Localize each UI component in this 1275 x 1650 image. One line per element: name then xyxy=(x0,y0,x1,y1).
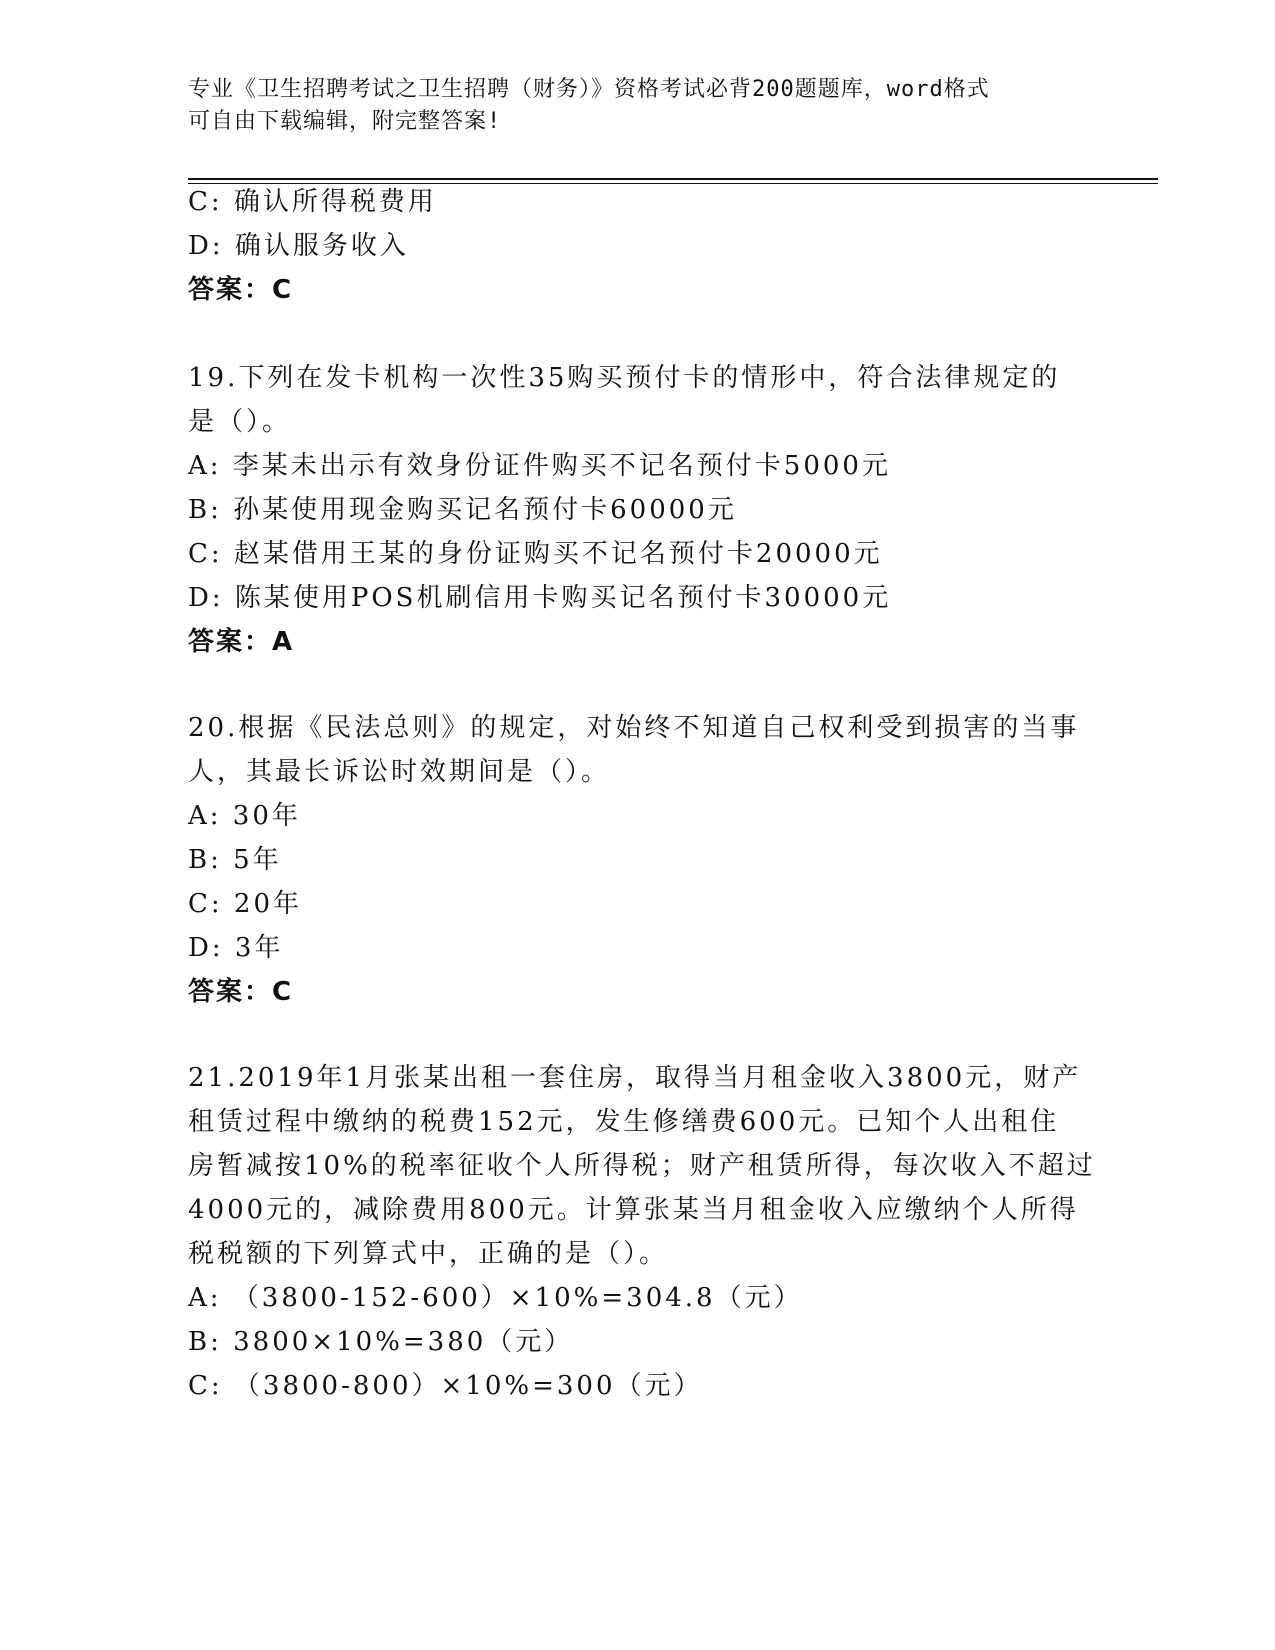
q20-answer: 答案：C xyxy=(188,977,294,1007)
q21-option-a: A: （3800-152-600）×10%=304.8（元） xyxy=(188,1283,803,1313)
q21-option-b: B: 3800×10%=380（元） xyxy=(188,1327,574,1357)
q19-answer: 答案：A xyxy=(188,627,295,657)
prev-option-c: C: 确认所得税费用 xyxy=(188,187,437,217)
header-title-line-2: 可自由下载编辑，附完整答案! xyxy=(188,109,502,134)
q20-stem-line-2: 人，其最长诉讼时效期间是（）。 xyxy=(188,757,611,787)
prev-option-d: D: 确认服务收入 xyxy=(188,231,409,261)
q21-stem-line-2: 租赁过程中缴纳的税费152元，发生修缮费600元。已知个人出租住 xyxy=(188,1107,1060,1137)
q19-stem-line-1: 19.下列在发卡机构一次性35购买预付卡的情形中，符合法律规定的 xyxy=(188,363,1061,393)
header-divider-thin xyxy=(188,183,1158,184)
header-divider-thick xyxy=(188,178,1158,180)
q21-stem-line-3: 房暂减按10%的税率征收个人所得税；财产租赁所得，每次收入不超过 xyxy=(188,1151,1096,1181)
q19-option-c: C: 赵某借用王某的身份证购买不记名预付卡20000元 xyxy=(188,539,883,569)
q20-stem-line-1: 20.根据《民法总则》的规定，对始终不知道自己权利受到损害的当事 xyxy=(188,713,1080,743)
q20-option-b: B: 5年 xyxy=(188,845,282,875)
q19-option-d: D: 陈某使用POS机刷信用卡购买记名预付卡30000元 xyxy=(188,583,892,613)
q21-stem-line-5: 税税额的下列算式中，正确的是（）。 xyxy=(188,1239,669,1269)
prev-answer: 答案：C xyxy=(188,275,294,305)
q20-option-d: D: 3年 xyxy=(188,933,284,963)
header-title-line-1: 专业《卫生招聘考试之卫生招聘（财务）》资格考试必背200题题库，word格式 xyxy=(188,77,990,102)
q21-option-c: C: （3800-800）×10%=300（元） xyxy=(188,1371,703,1401)
q20-option-c: C: 20年 xyxy=(188,889,303,919)
q21-stem-line-4: 4000元的，减除费用800元。计算张某当月租金收入应缴纳个人所得 xyxy=(188,1195,1079,1225)
q21-stem-line-1: 21.2019年1月张某出租一套住房，取得当月租金收入3800元，财产 xyxy=(188,1063,1082,1093)
q19-option-a: A: 李某未出示有效身份证件购买不记名预付卡5000元 xyxy=(188,451,891,481)
q19-option-b: B: 孙某使用现金购买记名预付卡60000元 xyxy=(188,495,737,525)
document-header xyxy=(188,74,1068,138)
q19-stem-line-2: 是（）。 xyxy=(188,407,292,437)
q20-option-a: A: 30年 xyxy=(188,801,301,831)
